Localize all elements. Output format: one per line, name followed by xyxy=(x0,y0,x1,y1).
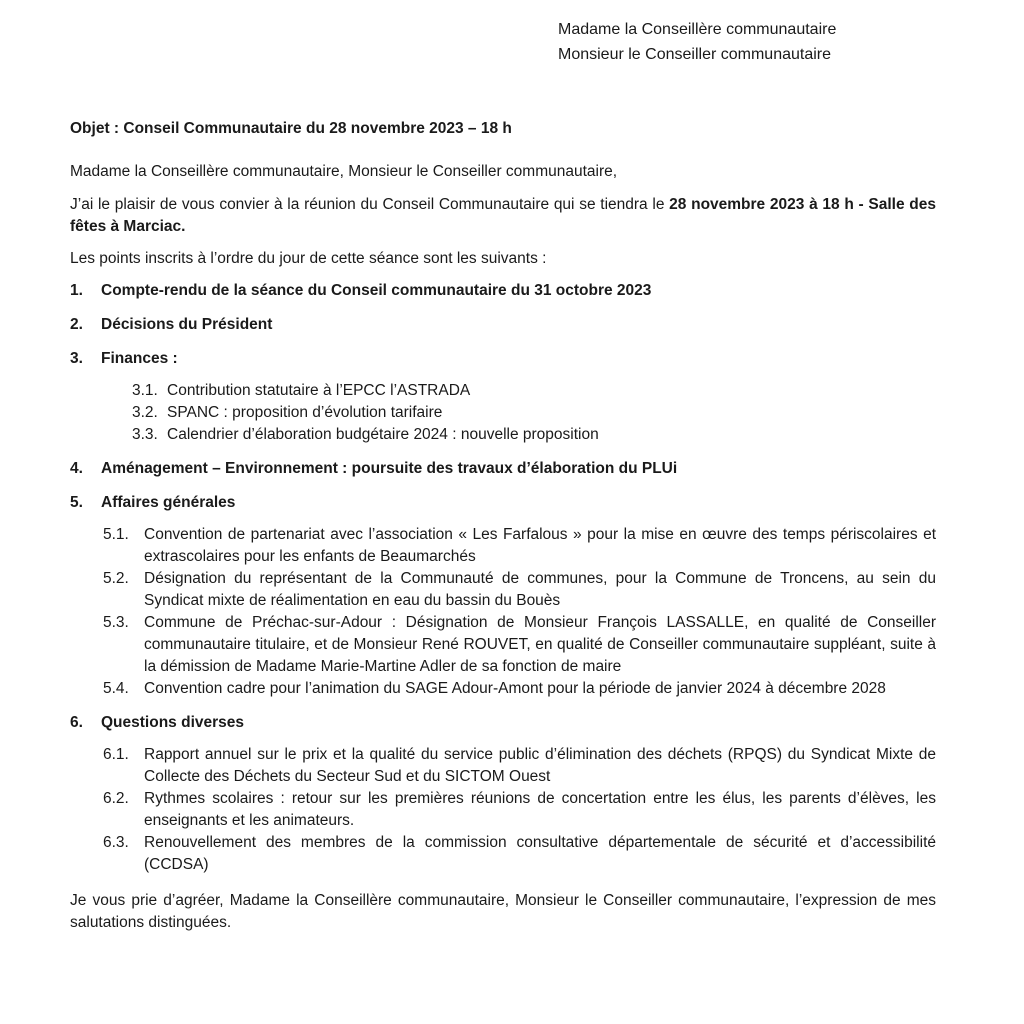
agenda-subitem-number: 5.1. xyxy=(103,526,129,543)
agenda-subitem xyxy=(70,678,936,700)
agenda-subitem-text: Rapport annuel sur le prix et la qualité du service public d’élimination des déchets (RPQS) du Syndicat Mixte de Collecte des Déchets du Secteur Sud et du SICTOM Ouest xyxy=(144,746,936,785)
agenda-subitem-number: 5.3. xyxy=(103,614,129,631)
agenda-item-title: Aménagement – Environnement : poursuite des travaux d’élaboration du PLUi xyxy=(101,460,678,477)
agenda-subitem xyxy=(70,832,936,876)
agenda-subitem-number: 6.3. xyxy=(103,834,129,851)
agenda-item-title: Compte-rendu de la séance du Conseil communautaire du 31 octobre 2023 xyxy=(101,282,652,299)
agenda-subitem-text: Convention de partenariat avec l’association « Les Farfalous » pour la mise en œuvre des temps périscolaires et extrascolaires pour les enfants de Beaumarchés xyxy=(144,526,936,565)
agenda-item-title: Questions diverses xyxy=(101,714,245,731)
letter-body xyxy=(70,161,936,944)
agenda-subitem xyxy=(70,612,936,678)
agenda-subitem-number: 3.2. xyxy=(132,404,158,421)
agenda-item xyxy=(70,348,936,370)
agenda-item xyxy=(70,458,936,480)
agenda-subitem-text: Commune de Préchac-sur-Adour : Désignation de Monsieur François LASSALLE, en qualité de Conseiller communautaire titulaire, et de Monsieur René ROUVET, en qualité de Conseiller communautaire suppléant, suite à la démission de Madame Marie-Martine Adler de sa fonction de maire xyxy=(144,614,936,675)
agenda-subitem-text: Rythmes scolaires : retour sur les premières réunions de concertation entre les élus, les parents d’élèves, les enseignants et les animateurs. xyxy=(144,790,936,829)
agenda-item xyxy=(70,314,936,336)
agenda-sublist xyxy=(70,524,936,700)
agenda-subitem-text: Désignation du représentant de la Communauté de communes, pour la Commune de Troncens, au sein du Syndicat mixte de réalimentation en eau du bassin du Bouès xyxy=(144,570,936,609)
agenda-subitem-text: Renouvellement des membres de la commission consultative départementale de sécurité et d’accessibilité (CCDSA) xyxy=(144,834,936,873)
agenda-subitem-text: Contribution statutaire à l’EPCC l’ASTRADA xyxy=(167,382,471,399)
agenda-item-title: Affaires générales xyxy=(101,494,236,511)
agenda-subitem-number: 6.2. xyxy=(103,790,129,807)
subject-line: Objet : Conseil Communautaire du 28 novembre 2023 – 18 h xyxy=(70,120,512,137)
agenda-item-title: Décisions du Président xyxy=(101,316,273,333)
agenda-subitem-text: Convention cadre pour l’animation du SAGE Adour-Amont pour la période de janvier 2024 à décembre 2028 xyxy=(144,680,886,697)
invitation-date-place: 28 novembre 2023 à 18 h - Salle des fêtes à Marciac. xyxy=(70,196,936,235)
agenda-subitem-number: 5.4. xyxy=(103,680,129,697)
agenda-subitem-number: 3.3. xyxy=(132,426,158,443)
agenda-item xyxy=(70,492,936,514)
agenda-item-number: 4. xyxy=(70,460,83,477)
agenda-subitem xyxy=(70,568,936,612)
agenda-subitem xyxy=(70,380,936,402)
agenda-subitem-number: 6.1. xyxy=(103,746,129,763)
agenda-sublist xyxy=(70,744,936,876)
recipient-line: Monsieur le Conseiller communautaire xyxy=(558,46,832,63)
agenda-item-number: 3. xyxy=(70,350,83,367)
agenda-subitem xyxy=(70,424,936,446)
agenda-subitem-number: 5.2. xyxy=(103,570,129,587)
closing-paragraph: Je vous prie d’agréer, Madame la Conseillère communautaire, Monsieur le Conseiller communautaire, l’expression de mes salutations distinguées. xyxy=(70,892,936,931)
agenda-subitem xyxy=(70,788,936,832)
agenda-subitem xyxy=(70,524,936,568)
agenda-item-number: 6. xyxy=(70,714,83,731)
agenda-subitem-number: 3.1. xyxy=(132,382,158,399)
agenda-item-number: 2. xyxy=(70,316,83,333)
invitation-paragraph xyxy=(70,194,936,238)
agenda-subitem-text: SPANC : proposition d’évolution tarifaire xyxy=(167,404,443,421)
agenda-intro: Les points inscrits à l’ordre du jour de cette séance sont les suivants : xyxy=(70,250,547,267)
agenda-sublist xyxy=(70,380,936,446)
agenda-item-title: Finances : xyxy=(101,350,178,367)
agenda-item xyxy=(70,712,936,734)
salutation: Madame la Conseillère communautaire, Monsieur le Conseiller communautaire, xyxy=(70,163,618,180)
recipient-block xyxy=(558,17,836,67)
agenda-item-number: 5. xyxy=(70,494,83,511)
invitation-text: J’ai le plaisir de vous convier à la réunion du Conseil Communautaire qui se tiendra le xyxy=(70,196,670,213)
agenda-item-number: 1. xyxy=(70,282,83,299)
agenda-subitem-text: Calendrier d’élaboration budgétaire 2024 : nouvelle proposition xyxy=(167,426,599,443)
recipient-line: Madame la Conseillère communautaire xyxy=(558,21,837,38)
agenda-subitem xyxy=(70,402,936,424)
agenda-item xyxy=(70,280,936,302)
agenda-subitem xyxy=(70,744,936,788)
